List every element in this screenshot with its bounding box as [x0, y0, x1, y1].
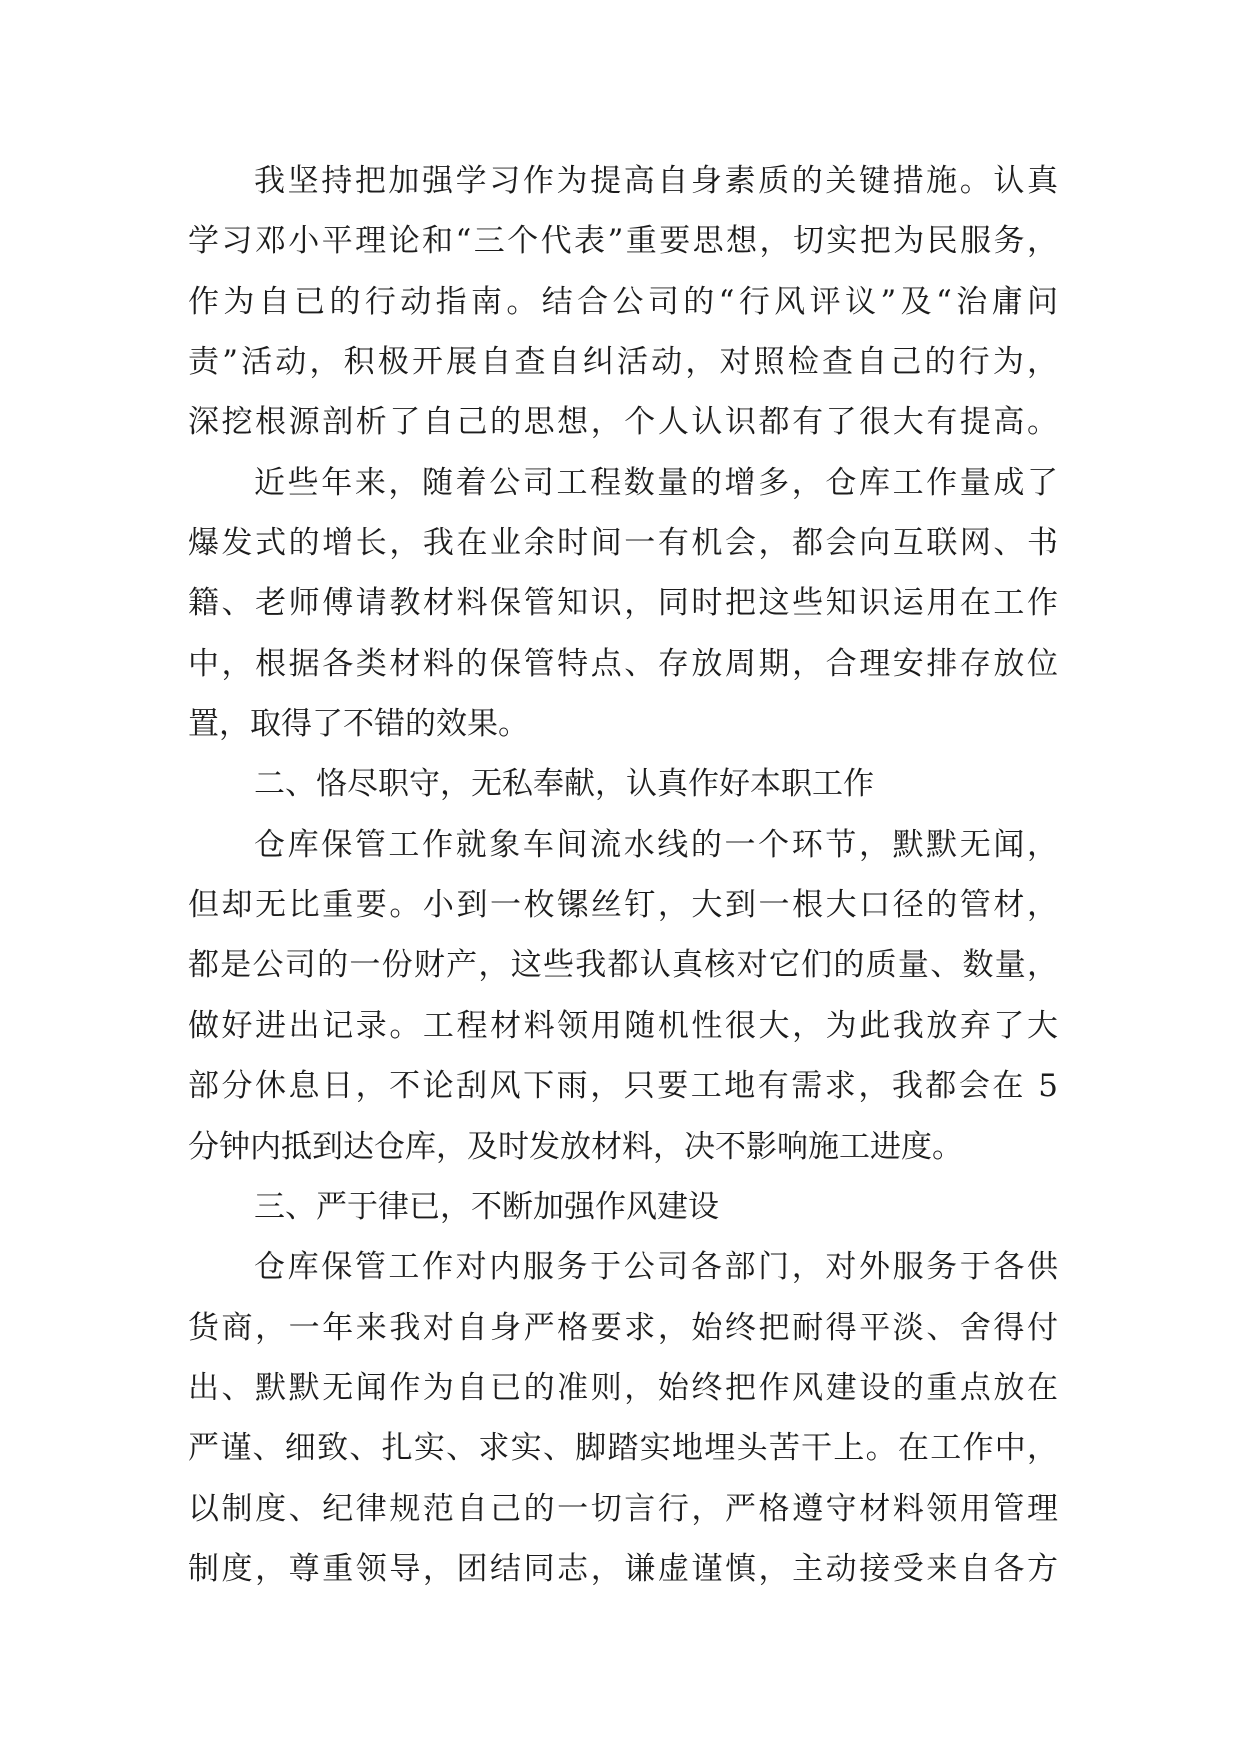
text-line: 制度，尊重领导，团结同志，谦虚谨慎，主动接受来自各方 — [188, 1550, 1058, 1587]
text-line: 三、严于律已，不断加强作风建设 — [254, 1188, 719, 1225]
document-body — [188, 151, 1058, 1599]
text-line: 学习邓小平理论和“三个代表”重要思想，切实把为民服务， — [188, 223, 1058, 260]
text-line: 严谨、细致、扎实、求实、脚踏实地埋头苦干上。在工作中， — [188, 1430, 1058, 1467]
text-line: 我坚持把加强学习作为提高自身素质的关键措施。认真 — [254, 163, 1058, 199]
text-line: 二、恪尽职守，无私奉献，认真作好本职工作 — [254, 766, 874, 803]
text-line: 置，取得了不错的效果。 — [188, 706, 529, 743]
text-line: 但却无比重要。小到一枚镙丝钉，大到一根大口径的管材， — [188, 887, 1058, 924]
text-line: 分钟内抵到达仓库，及时发放材料，决不影响施工进度。 — [188, 1128, 963, 1165]
text-line: 仓库保管工作对内服务于公司各部门，对外服务于各供 — [254, 1249, 1058, 1286]
text-line: 仓库保管工作就象车间流水线的一个环节，默默无闻， — [254, 826, 1058, 863]
text-line: 出、默默无闻作为自已的准则，始终把作风建设的重点放在 — [188, 1369, 1058, 1406]
text-line: 爆发式的增长，我在业余时间一有机会，都会向互联网、书 — [188, 525, 1058, 562]
text-line: 做好进出记录。工程材料领用随机性很大，为此我放弃了大 — [188, 1007, 1058, 1044]
text-line: 货商，一年来我对自身严格要求，始终把耐得平淡、舍得付 — [188, 1309, 1058, 1346]
text-line: 都是公司的一份财产，这些我都认真核对它们的质量、数量， — [188, 947, 1058, 984]
text-line: 近些年来，随着公司工程数量的增多，仓库工作量成了 — [254, 464, 1058, 501]
text-line: 作为自已的行动指南。结合公司的“行风评议”及“治庸问 — [188, 283, 1058, 320]
text-line: 部分休息日，不论刮风下雨，只要工地有需求，我都会在 5 — [188, 1068, 1058, 1105]
text-line: 深挖根源剖析了自己的思想，个人认识都有了很大有提高。 — [188, 404, 1058, 441]
text-line: 中，根据各类材料的保管特点、存放周期，合理安排存放位 — [188, 645, 1058, 682]
text-line: 籍、老师傅请教材料保管知识，同时把这些知识运用在工作 — [188, 585, 1058, 622]
text-line: 责”活动，积极开展自查自纠活动，对照检查自己的行为， — [188, 344, 1058, 381]
text-line: 以制度、纪律规范自己的一切言行，严格遵守材料领用管理 — [188, 1490, 1058, 1527]
